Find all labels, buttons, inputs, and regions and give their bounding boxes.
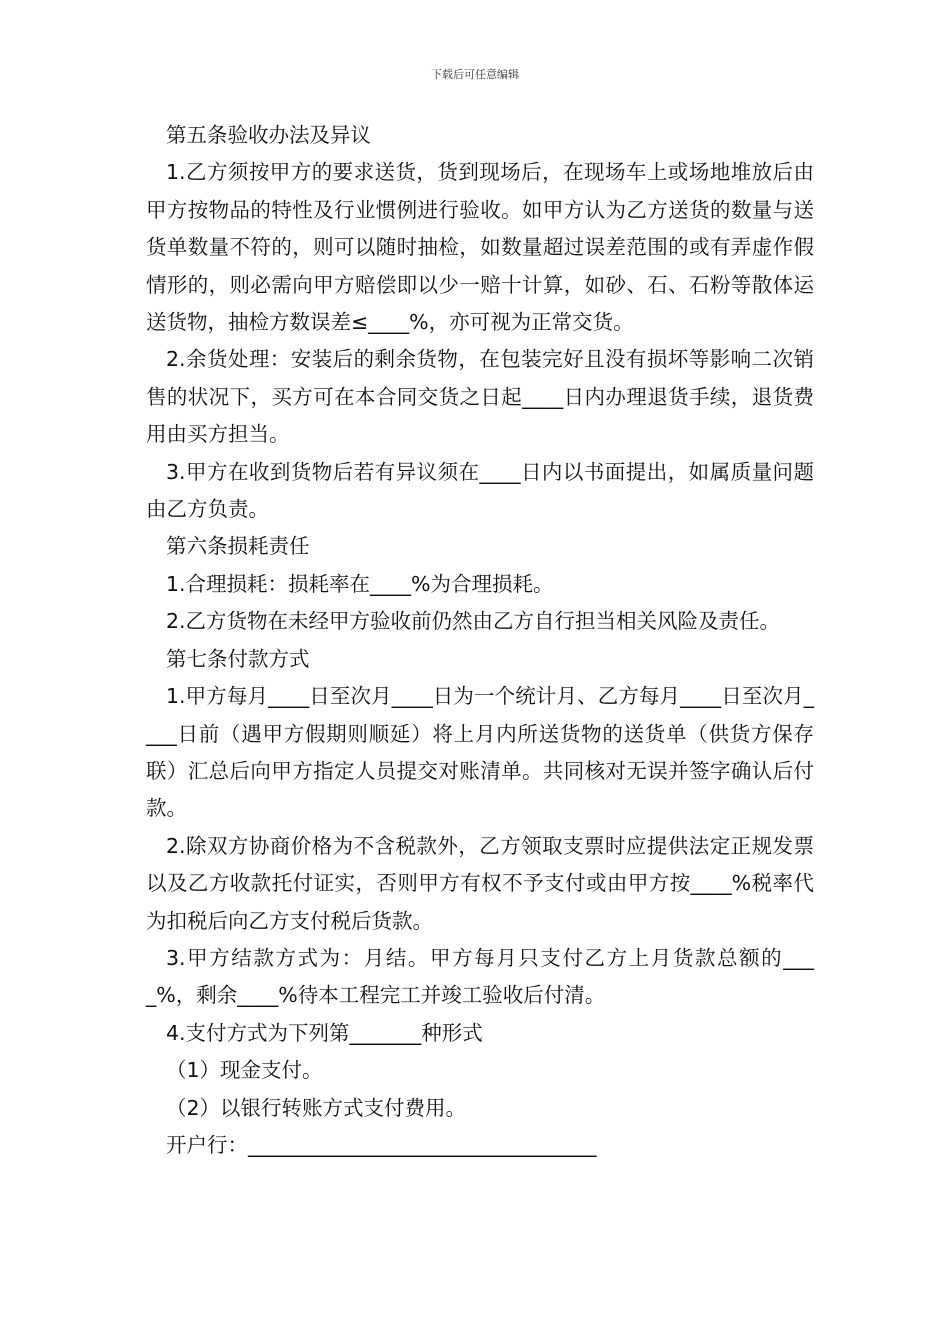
article-5-clause-2: 2.余货处理：安装后的剩余货物，在包装完好且没有损坏等影响二次销售的状况下，买方可在本合同交货之日起____日内办理退货手续，退货费用由买方担当。 [146,347,814,447]
document-body [146,117,814,1164]
article-6-clause-2: 2.乙方货物在未经甲方验收前仍然由乙方自行担当相关风险及责任。 [166,609,781,634]
article-5-clause-1: 1.乙方须按甲方的要求送货，货到现场后，在现场车上或场地堆放后由甲方按物品的特性及行业惯例进行验收。如甲方认为乙方送货的数量与送货单数量不符的，则可以随时抽检，如数量超过误差范围的或有弄虚作假情形的，则必需向甲方赔偿即以少一赔十计算，如砂、石、石粉等散体运送货物，抽检方数误差≤____%，亦可视为正常交货。 [146,160,814,335]
article-6-heading: 第六条损耗责任 [166,534,310,559]
article-6-clause-1: 1.合理损耗：损耗率在____%为合理损耗。 [166,571,554,596]
page-header: 下载后可任意编辑 [431,68,519,81]
article-5-clause-3: 3.甲方在收到货物后若有异议须在____日内以书面提出，如属质量问题由乙方负责。 [146,459,814,522]
payment-option-1: （1）现金支付。 [166,1058,323,1083]
article-7-clause-2: 2.除双方协商价格为不含税款外，乙方领取支票时应提供法定正规发票以及乙方收款托付证实，否则甲方有权不予支付或由甲方按____%税率代为扣税后向乙方支付税后货款。 [146,833,814,933]
article-5-heading: 第五条验收办法及异议 [166,123,371,147]
article-7-clause-4: 4.支付方式为下列第_______种形式 [166,1020,483,1045]
article-7-clause-3: 3.甲方结款方式为：月结。甲方每月只支付乙方上月货款总额的____%，剩余____%待本工程完工并竣工验收后付清。 [146,945,814,1008]
article-7-heading: 第七条付款方式 [166,646,310,671]
bank-name-field: 开户行：__________________________________ [166,1132,597,1157]
article-7-clause-1: 1.甲方每月____日至次月____日为一个统计月、乙方每月____日至次月____日前（遇甲方假期则顺延）将上月内所送货物的送货单（供货方保存联）汇总后向甲方指定人员提交对账清单。共同核对无误并签字确认后付款。 [146,684,814,821]
payment-option-2: （2）以银行转账方式支付费用。 [166,1095,467,1120]
